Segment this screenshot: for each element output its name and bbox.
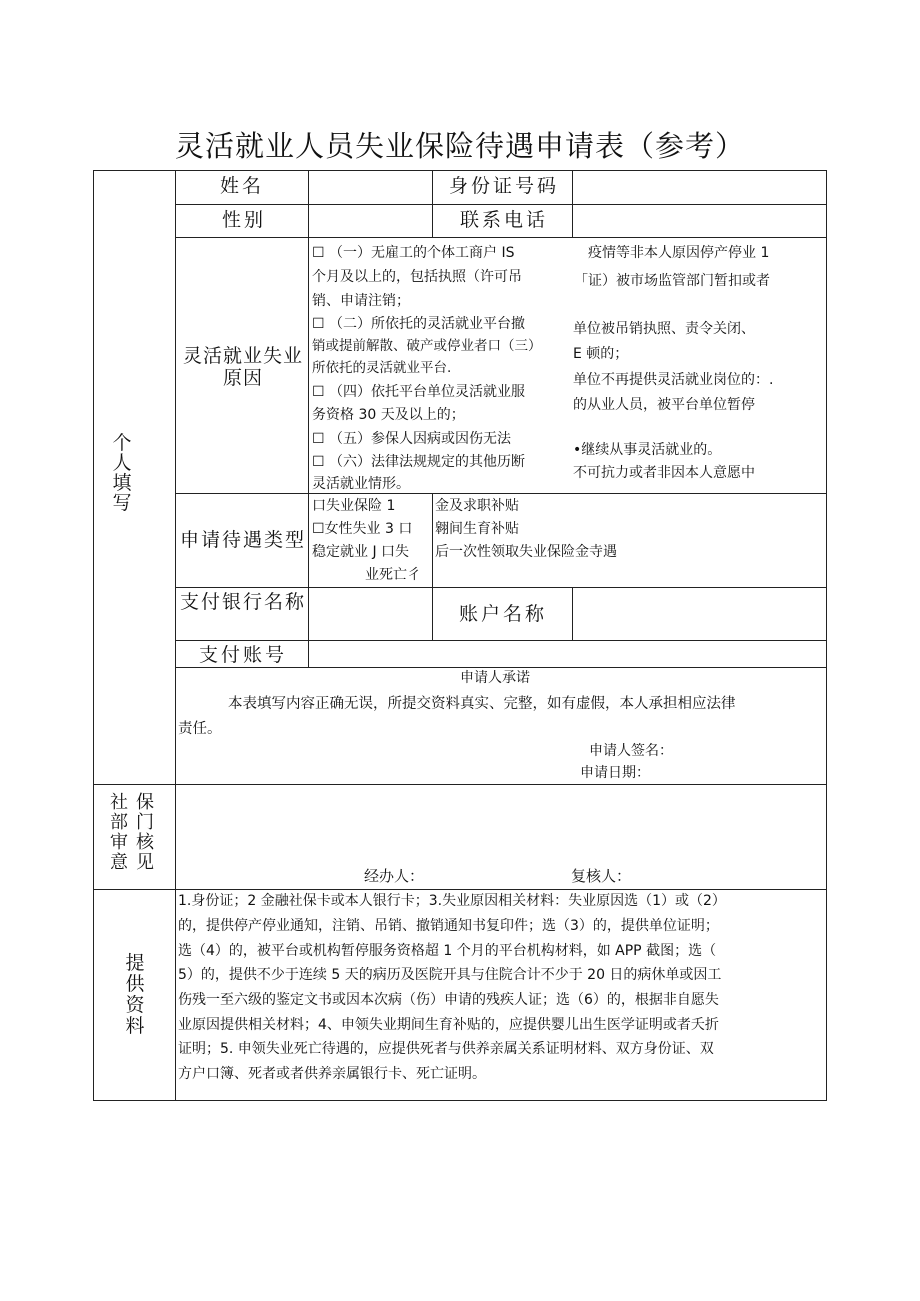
account-name-label: 账户名称 [459, 603, 548, 625]
materials-line: 伤残一至六级的鉴定文书或因本次病（伤）申请的残疾人证；选（6）的，根据非自愿失 [178, 992, 719, 1008]
id-number-field[interactable] [576, 178, 822, 200]
checker-label: 复核人： [571, 867, 632, 885]
reason-line: 个月及以上的，包括执照（许可吊 [312, 269, 522, 285]
reason-line: 销或提前解散、破产或停业者口（三） [312, 338, 542, 354]
section-label-materials: 提 供 资 料 [125, 952, 145, 1037]
phone-label: 联系电话 [460, 209, 549, 231]
gender-field[interactable] [312, 212, 428, 234]
benefit-line: 后一次性领取失业保险金寺遇 [435, 544, 617, 560]
gender-label: 性别 [222, 209, 267, 231]
reason-label: 灵活就业失业 原因 [182, 345, 303, 389]
reason-line: 所依托的灵活就业平台. [312, 360, 452, 376]
bank-name-field[interactable] [312, 600, 428, 630]
materials-line: 1.身份证；2 金融社保卡或本人银行卡；3.失业原因相关材料：失业原因选（1）或（2） [178, 893, 726, 909]
reason-line: ☐ （二）所依托的灵活就业平台撤 [312, 316, 526, 332]
materials-line: 证明；5. 申领失业死亡待遇的，应提供死者与供养亲属关系证明材料、双方身份证、双 [178, 1041, 714, 1057]
benefit-line: 业死亡彳 [365, 567, 421, 583]
handler-label: 经办人： [364, 867, 425, 885]
reason-line: 单位被吊销执照、责令关闭、 [573, 321, 755, 337]
reason-line: •继续从事灵活就业的。 [573, 442, 722, 458]
account-name-field[interactable] [576, 600, 822, 630]
benefit-line: ☐女性失业 3 口 [312, 521, 413, 537]
pledge-text: 本表填写内容正确无误，所提交资料真实、完整，如有虚假，本人承担相应法律 [228, 696, 736, 712]
id-number-label: 身份证号码 [449, 175, 560, 197]
reason-line: 「证）被市场监管部门暂扣或者 [574, 273, 770, 289]
reason-line: 务资格 30 天及以上的； [312, 407, 465, 423]
signature-label: 申请人签名： [589, 743, 673, 759]
materials-line: 业原因提供相关材料；4、申领失业期间生育补贴的，应提供婴儿出生医学证明或者夭折 [178, 1017, 719, 1033]
reason-line: 的从业人员，被平台单位暂停 [573, 397, 755, 413]
benefit-line: 口失业保险 1 [312, 498, 396, 514]
benefit-line: 稳定就业 J 口失 [312, 544, 410, 560]
reason-line: ☐ （五）参保人因病或因伤无法 [312, 431, 512, 447]
name-field[interactable] [312, 178, 428, 200]
reason-line: 不可抗力或者非因本人意愿中 [573, 465, 755, 481]
reason-line: ☐ （四）依托平台单位灵活就业服 [312, 384, 526, 400]
reason-line: 单位不再提供灵活就业岗位的：. [573, 372, 774, 388]
section-label-personal: 个 人 填 写 [112, 432, 132, 514]
reason-line: 销、申请注销； [312, 293, 410, 309]
benefit-line: 翱间生育补贴 [435, 521, 519, 537]
materials-line: 5）的，提供不少于连续 5 天的病历及医院开具与住院合计不少于 20 日的病休单或因工 [178, 967, 722, 983]
reason-line: E 顿的； [573, 346, 629, 362]
reason-line: 灵活就业情形。 [312, 476, 410, 492]
materials-line: 选（4）的，被平台或机构暂停服务资格超 1 个月的平台机构材料，如 APP 截图；选（ [178, 943, 717, 959]
benefit-type-label: 申请待遇类型 [180, 529, 307, 551]
pledge-text: 责任。 [178, 721, 222, 737]
page-title: 灵活就业人员失业保险待遇申请表（参考） [174, 129, 745, 163]
pledge-heading: 申请人承诺 [460, 670, 530, 686]
phone-field[interactable] [576, 212, 822, 234]
benefit-line: 金及求职补贴 [435, 498, 519, 514]
account-number-field[interactable] [312, 646, 822, 664]
reason-line: 疫情等非本人原因停产停业 1 [588, 245, 770, 261]
materials-line: 的，提供停产停业通知，注销、吊销、撤销通知书复印件；选（3）的，提供单位证明； [178, 918, 719, 934]
bank-name-label: 支付银行名称 [180, 591, 307, 613]
name-label: 姓名 [220, 175, 265, 197]
account-number-label: 支付账号 [199, 644, 288, 666]
reason-line: ☐ （一）无雇工的个体工商户 IS [312, 245, 515, 261]
reason-line: ☐ （六）法律法规规定的其他历断 [312, 454, 526, 470]
date-label: 申请日期： [580, 765, 650, 781]
section-label-review: 社 保 部 门 审 核 意 见 [110, 792, 154, 873]
materials-line: 方户口簿、死者或者供养亲属银行卡、死亡证明。 [178, 1066, 486, 1082]
